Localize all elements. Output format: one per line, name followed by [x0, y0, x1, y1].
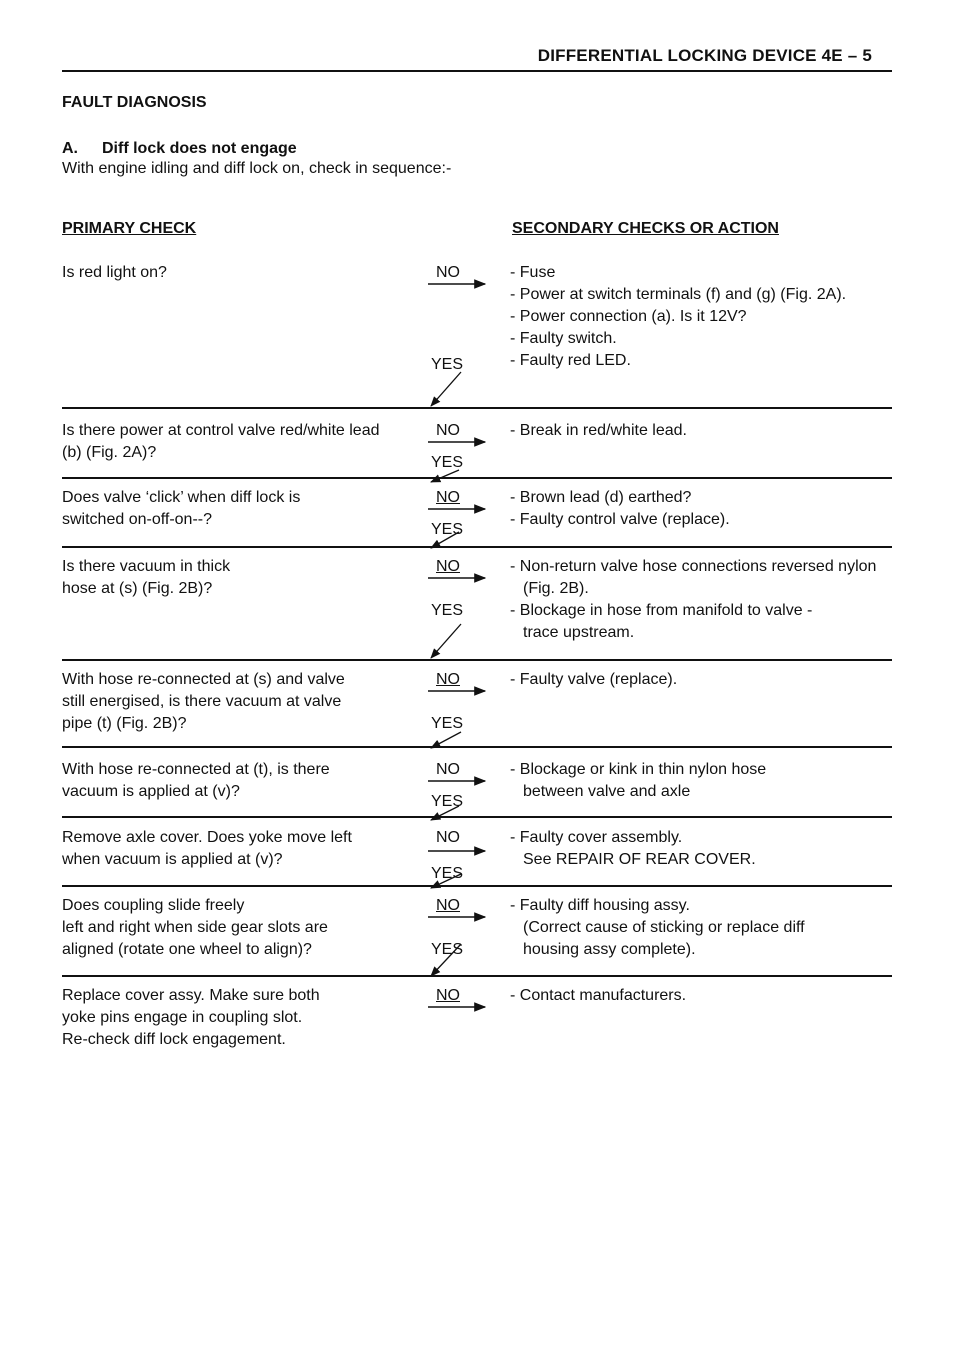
secondary-actions: - Faulty diff housing assy. (Correct cause of sticking or replace diff housing assy complete). [510, 897, 805, 958]
no-label: NO [436, 761, 460, 778]
yes-label: YES [431, 941, 464, 958]
divider [62, 746, 892, 748]
divider [62, 885, 892, 887]
secondary-checks-heading: SECONDARY CHECKS OR ACTION [512, 220, 779, 237]
no-arrow-icon [428, 503, 488, 515]
secondary-actions: - Brown lead (d) earthed? - Faulty control valve (replace). [510, 489, 730, 528]
yes-label: YES [431, 715, 464, 732]
no-label: NO [436, 264, 460, 281]
primary-question: Replace cover assy. Make sure both yoke pins engage in coupling slot. Re-check diff lock engagement. [62, 987, 320, 1048]
yes-label: YES [431, 865, 464, 882]
secondary-actions: - Faulty cover assembly. See REPAIR OF REAR COVER. [510, 829, 756, 868]
yes-label: YES [431, 602, 464, 619]
subsection-title [62, 140, 297, 158]
no-arrow-icon [428, 436, 488, 448]
no-label: NO [436, 422, 460, 439]
yes-label: YES [431, 454, 464, 471]
no-label: NO [436, 897, 460, 914]
no-label: NO [436, 558, 460, 575]
subsection-number: A. [62, 140, 78, 157]
secondary-actions: - Non-return valve hose connections reversed nylon (Fig. 2B). - Blockage in hose from manifold to valve - trace upstream. [510, 558, 877, 641]
primary-question: Is there power at control valve red/white lead (b) (Fig. 2A)? [62, 422, 380, 461]
primary-question: With hose re-connected at (s) and valve still energised, is there vacuum at valve pipe (t) (Fig. 2B)? [62, 671, 345, 732]
no-label: NO [436, 829, 460, 846]
no-arrow-icon [428, 685, 488, 697]
primary-question: Is red light on? [62, 264, 167, 281]
yes-label: YES [431, 793, 464, 810]
subsection-title-text: Diff lock does not engage [102, 140, 297, 157]
no-arrow-icon [428, 775, 488, 787]
divider [62, 659, 892, 661]
divider [62, 407, 892, 409]
primary-question: Does coupling slide freely left and right when side gear slots are aligned (rotate one wheel to align)? [62, 897, 328, 958]
divider [62, 975, 892, 977]
yes-arrow-icon [427, 370, 467, 410]
primary-question: Remove axle cover. Does yoke move left when vacuum is applied at (v)? [62, 829, 352, 868]
secondary-actions: - Fuse - Power at switch terminals (f) and (g) (Fig. 2A). - Power connection (a). Is it 12V? - Faulty switch. - Faulty red LED. [510, 264, 847, 369]
secondary-actions: - Faulty valve (replace). [510, 671, 678, 688]
primary-check-heading: PRIMARY CHECK [62, 220, 197, 237]
secondary-actions: - Blockage or kink in thin nylon hose between valve and axle [510, 761, 767, 800]
primary-question: With hose re-connected at (t), is there vacuum is applied at (v)? [62, 761, 330, 800]
secondary-actions: - Contact manufacturers. [510, 987, 687, 1004]
secondary-actions: - Break in red/white lead. [510, 422, 687, 439]
intro-text: With engine idling and diff lock on, check in sequence:- [62, 160, 452, 177]
divider [62, 816, 892, 818]
page-header-title: DIFFERENTIAL LOCKING DEVICE 4E – 5 [537, 46, 872, 65]
yes-label: YES [431, 521, 464, 538]
no-arrow-icon [428, 572, 488, 584]
divider [62, 477, 892, 479]
no-arrow-icon [428, 845, 488, 857]
yes-label: YES [431, 356, 464, 373]
primary-question: Is there vacuum in thick hose at (s) (Fig. 2B)? [62, 558, 231, 597]
divider [62, 546, 892, 548]
no-label: NO [436, 987, 460, 1004]
no-arrow-icon [428, 1001, 488, 1013]
yes-arrow-icon [427, 622, 467, 662]
primary-question: Does valve ‘click’ when diff lock is switched on-off-on--? [62, 489, 301, 528]
header-rule [62, 70, 892, 72]
no-label: NO [436, 489, 460, 506]
section-heading: FAULT DIAGNOSIS [62, 94, 207, 111]
no-arrow-icon [428, 911, 488, 923]
no-label: NO [436, 671, 460, 688]
no-arrow-icon [428, 278, 488, 290]
